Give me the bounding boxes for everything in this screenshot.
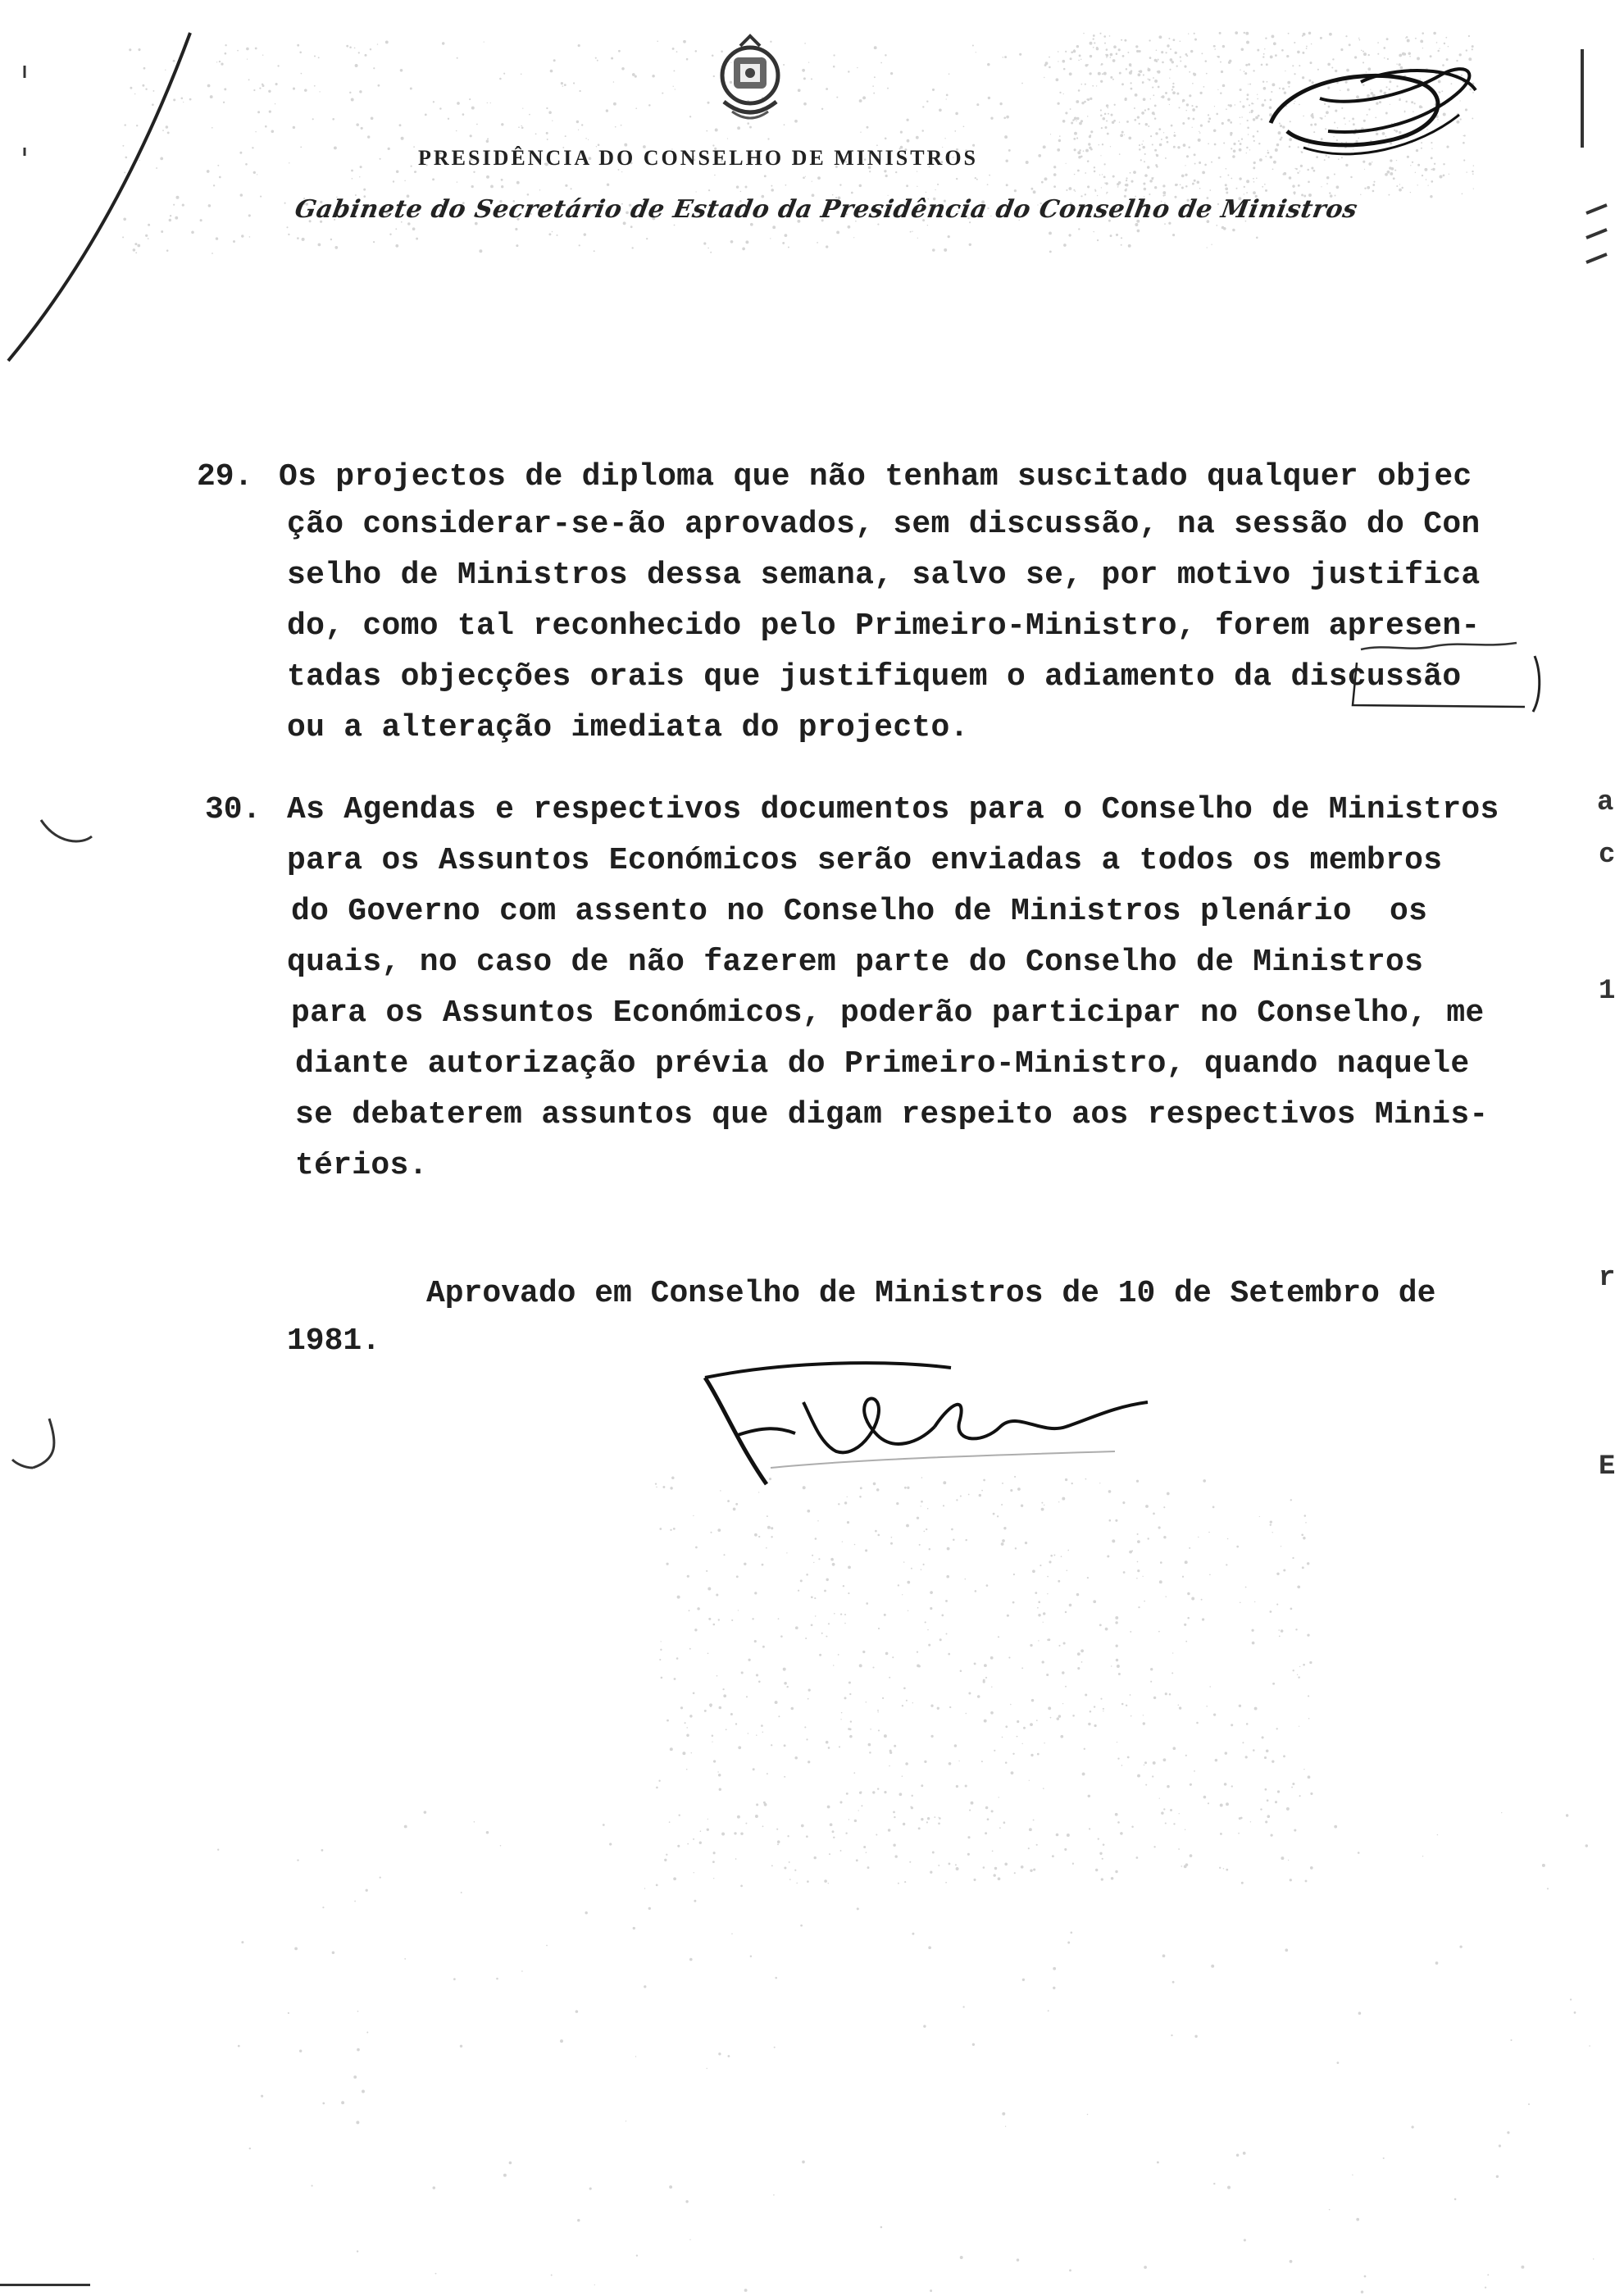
paragraph-line: tadas objecções orais que justifiquem o adiamento da discussão (287, 659, 1462, 695)
paragraph-line: para os Assuntos Económicos serão enviadas a todos os membros (287, 843, 1443, 878)
coat-of-arms-emblem (701, 33, 799, 131)
bottom-edge-rule (0, 2284, 90, 2286)
header-title: PRESIDÊNCIA DO CONSELHO DE MINISTROS (418, 146, 979, 170)
approval-line: Aprovado em Conselho de Ministros de 10 de Setembro de (426, 1276, 1436, 1311)
paragraph-line: do, como tal reconhecido pelo Primeiro-Ministro, forem apresen- (287, 608, 1481, 644)
margin-fragment: a (1597, 787, 1614, 818)
paragraph-line: para os Assuntos Económicos, poderão participar no Conselho, me (291, 995, 1485, 1031)
paragraph-line: térios. (295, 1148, 428, 1183)
header-subtitle: Gabinete do Secretário de Estado da Presidência do Conselho de Ministros (292, 195, 1360, 224)
paragraph-line: ou a alteração imediata do projecto. (287, 710, 969, 745)
handwritten-signature (689, 1345, 1197, 1509)
margin-fragment: r (1599, 1263, 1615, 1294)
paragraph-line: diante autorização prévia do Primeiro-Ministro, quando naquele (295, 1046, 1470, 1082)
paragraph-line: selho de Ministros dessa semana, salvo se, por motivo justifica (287, 558, 1481, 593)
paragraph-number: 29. (197, 459, 253, 494)
margin-fragment: 1 (1599, 976, 1615, 1007)
margin-fragment: c (1599, 840, 1615, 871)
paragraph-line: Os projectos de diploma que não tenham suscitado qualquer objec (279, 459, 1472, 494)
margin-fragment: E (1599, 1451, 1615, 1483)
paragraph-number: 30. (205, 792, 262, 827)
paragraph-line: quais, no caso de não fazerem parte do Conselho de Ministros (287, 945, 1424, 980)
approval-year: 1981. (287, 1323, 381, 1359)
paragraph-line: As Agendas e respectivos documentos para o Conselho de Ministros (287, 792, 1499, 827)
paragraph-line: ção considerar-se-ão aprovados, sem discussão, na sessão do Con (287, 507, 1481, 542)
paragraph-line: do Governo com assento no Conselho de Ministros plenário os (291, 894, 1428, 929)
paragraph-line: se debaterem assuntos que digam respeito aos respectivos Minis- (295, 1097, 1489, 1132)
handwritten-initials (1254, 49, 1492, 189)
